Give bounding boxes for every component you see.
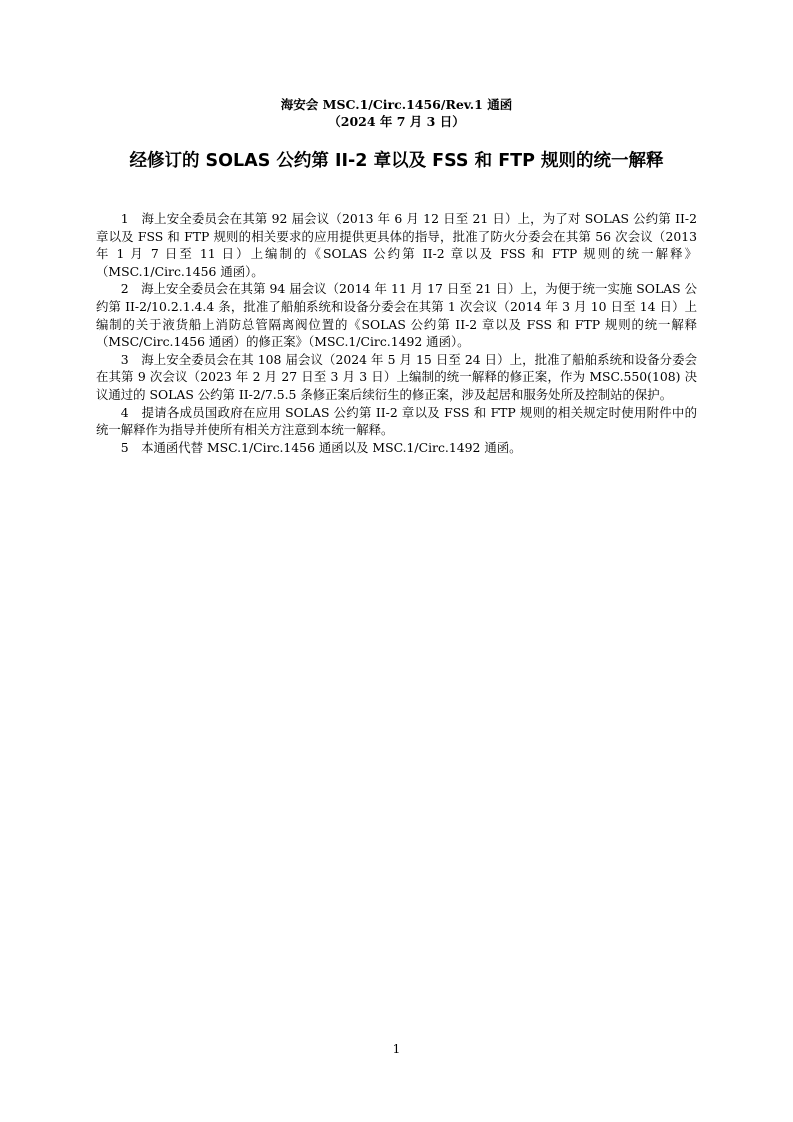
paragraph-3: 3 海上安全委员会在其 108 届会议（2024 年 5 月 15 日至 24 日）上，批准了船舶系统和设备分委会在其第 9 次会议（2023 年 2 月 27 日至 3 月 3 日）上编制的统一解释的修正案，作为 MSC.550(108) 决议通过的 SOLAS 公约第 II-2/7.5.5 条修正案后续衍生的修正案，涉及起居和服务处所及控制站的保护。 <box>96 351 697 402</box>
document-title: 经修订的 SOLAS 公约第 II-2 章以及 FSS 和 FTP 规则的统一解释 <box>129 151 664 171</box>
paragraph-2: 2 海上安全委员会在其第 94 届会议（2014 年 11 月 17 日至 21 日）上，为便于统一实施 SOLAS 公约第 II-2/10.2.1.4.4 条，批准了船舶系统和设备分委会在其第 1 次会议（2014 年 3 月 10 日至 14 日）上编制的关于液货船上消防总管隔离阀位置的《SOLAS 公约第 II-2 章以及 FSS 和 FTP 规则的统一解释（MSC/Circ.1456 通函）的修正案》（MSC.1/Circ.1492 通函）。 <box>96 281 697 350</box>
document-body <box>96 210 697 456</box>
circular-date: （2024 年 7 月 3 日） <box>328 114 465 129</box>
paragraph-1: 1 海上安全委员会在其第 92 届会议（2013 年 6 月 12 日至 21 日）上，为了对 SOLAS 公约第 II-2 章以及 FSS 和 FTP 规则的相关要求的应用提供更具体的指导，批准了防火分委会在其第 56 次会议（2013 年 1 月 7 日至 11 日）上编制的《SOLAS 公约第 II-2 章以及 FSS 和 FTP 规则的统一解释》（MSC.1/Circ.1456 通函）。 <box>96 211 697 279</box>
page-number: 1 <box>392 1042 401 1056</box>
paragraph-5: 5 本通函代替 MSC.1/Circ.1456 通函以及 MSC.1/Circ.1492 通函。 <box>120 439 522 455</box>
circular-reference: 海安会 MSC.1/Circ.1456/Rev.1 通函 <box>280 97 513 112</box>
paragraph-4: 4 提请各成员国政府在应用 SOLAS 公约第 II-2 章以及 FSS 和 FTP 规则的相关规定时使用附件中的统一解释作为指导并使所有相关方注意到本统一解释。 <box>96 404 697 438</box>
